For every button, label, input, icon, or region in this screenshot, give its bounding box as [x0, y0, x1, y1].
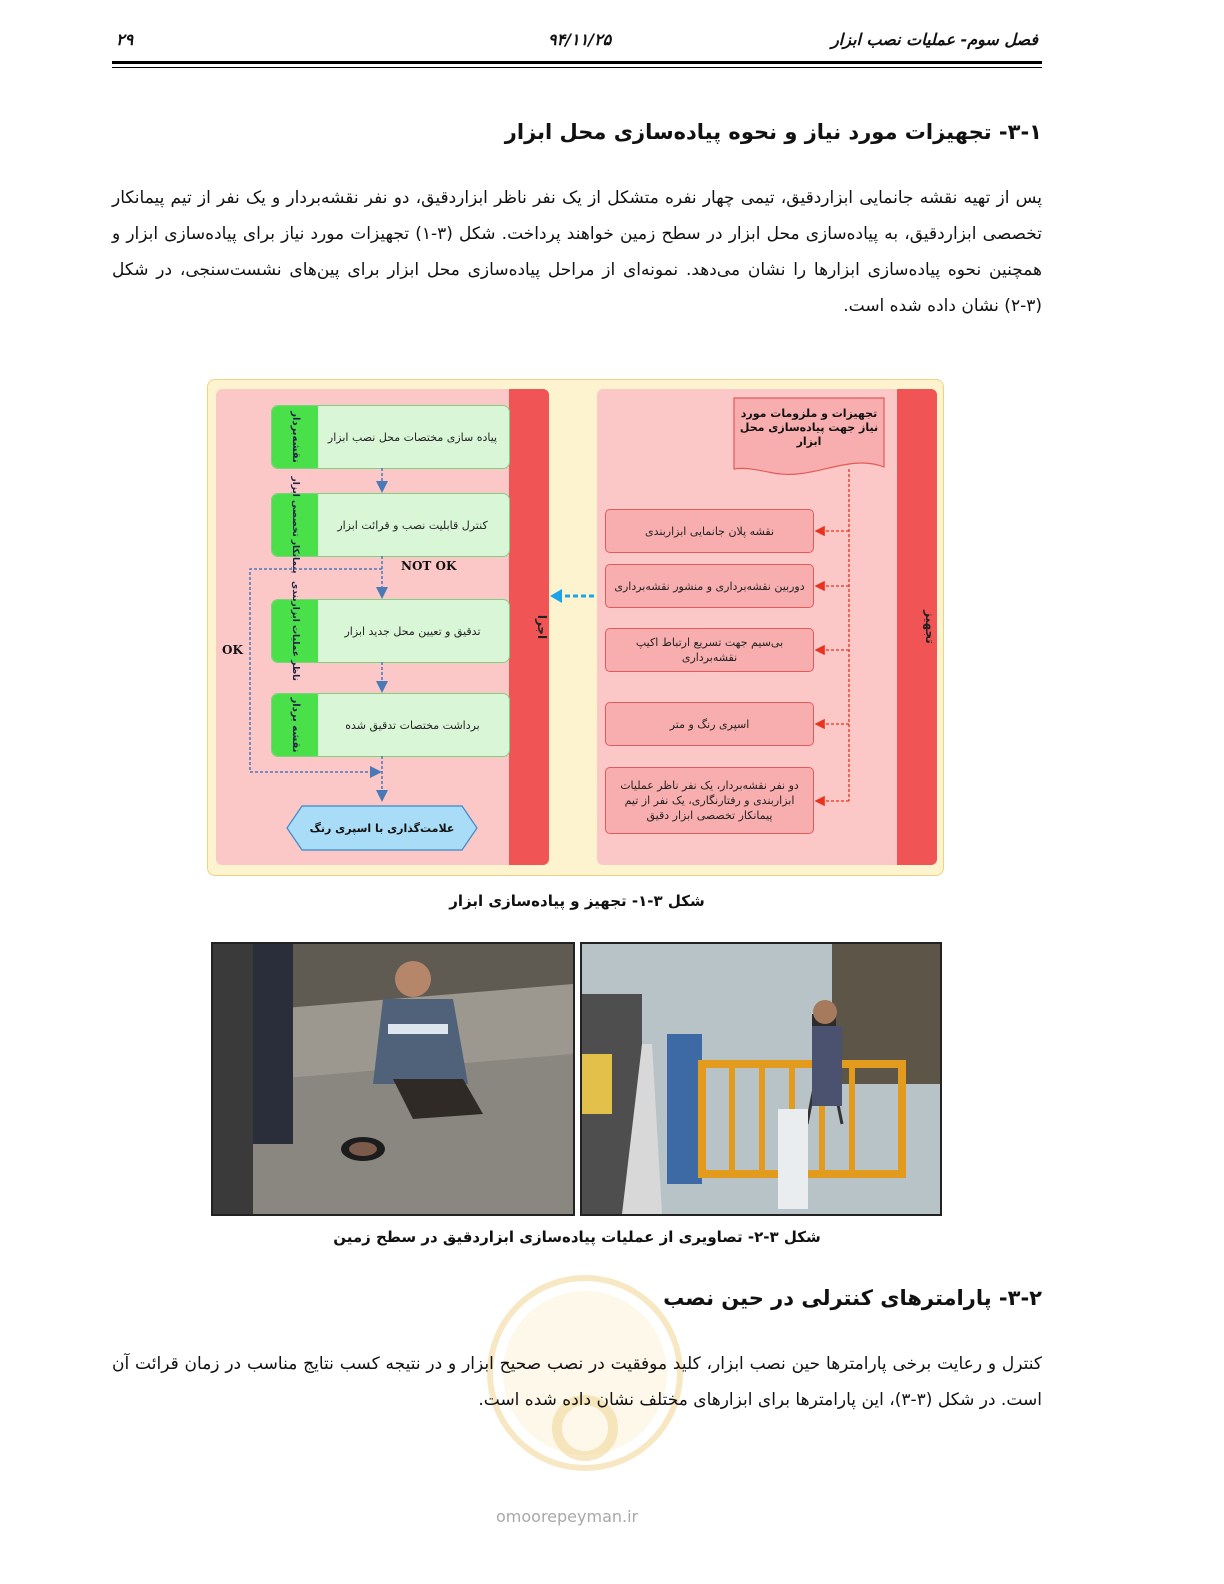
equipment-item-3: بی‌سیم جهت تسریع ارتباط اکیپ نقشه‌برداری	[605, 628, 814, 672]
paragraph-text: پس از تهیه نقشه جانمایی ابزاردقیق، تیمی چهار نفره متشکل از یک نفر ناظر ابزاردقیق، دو نفر نقشه‌بردار و یک نفر از تیم پیمانکار تخصصی ابزاردقیق، به پیاده‌سازی محل ابزار در سطح زمین خواهند پرداخت. شکل (۳-۱) تجهیزات مورد نیاز برای پیاده‌سازی ابزار و همچنین نحوه پیاده‌سازی ابزارها را نشان می‌دهد. نمونه‌ای از مراحل پیاده‌سازی محل ابزار برای پین‌های نشست‌سنجی، در شکل (۳-۲) نشان داده شده است.	[112, 188, 1043, 316]
photo-surveying	[580, 942, 942, 1216]
step-text-4: برداشت مختصات تدقیق شده	[345, 718, 480, 732]
equipment-doc-title: تجهیزات و ملزومات مورد نیاز جهت پیاده‌سازی محل ابزار	[739, 407, 879, 448]
equipment-item-5: دو نفر نقشه‌بردار، یک نفر ناظر عملیات ابزاربندی و رفتارنگاری، یک نفر از تیم پیمانکار تخصصی ابزار دقیق	[605, 767, 814, 834]
photo-marking-illustration	[213, 944, 573, 1214]
step-text-2: کنترل قابلیت نصب و قرائت ابزار	[337, 518, 488, 532]
page-number: ۲۹	[116, 30, 134, 49]
final-step-text: علامت‌گذاری با اسپری رنگ	[309, 821, 455, 835]
section-paragraph-2	[112, 1346, 1042, 1418]
figure-2-caption: شکل ۳-۲- تصاویری از عملیات پیاده‌سازی ابزاردقیق در سطح زمین	[333, 1228, 821, 1246]
installation-flow-diagram	[207, 379, 944, 876]
step-text-3: تدقیق و تعیین محل جدید ابزار	[344, 624, 481, 638]
paragraph-text: کنترل و رعایت برخی پارامترها حین نصب ابزار، کلید موفقیت در نصب صحیح ابزار و در نتیجه کسب نتایج مناسب در زمان قرائت آن است. در شکل (۳-۳)، این پارامترها برای ابزارهای مختلف نشان داده شده است.	[112, 1354, 1042, 1410]
step-text-1: پیاده سازی مختصات محل نصب ابزار	[327, 430, 498, 444]
link-arrow-icon	[548, 585, 598, 607]
not-ok-label: NOT OK	[401, 559, 457, 573]
step-role-1: نقشه‌بردار	[272, 406, 318, 468]
photo-marking-pin	[211, 942, 575, 1216]
header-rule-thin	[112, 67, 1042, 68]
step-role-2: پیمانکار تخصصی ابزار	[272, 494, 318, 556]
step-role-3: ناظر عملیات ابزاربندی	[272, 600, 318, 662]
photo-surveying-illustration	[582, 944, 940, 1214]
chapter-title: فصل سوم- عملیات نصب ابزار	[831, 30, 1038, 49]
ok-label: OK	[222, 643, 243, 657]
section-paragraph-1	[112, 180, 1042, 324]
header-date: ۹۴/۱۱/۲۵	[548, 30, 612, 49]
step-role-4: نقشه بردار	[272, 694, 318, 756]
section-heading-1: ۳-۱- تجهیزات مورد نیاز و نحوه پیاده‌سازی محل ابزار	[504, 120, 1042, 144]
watermark-site: omoorepeyman.ir	[496, 1507, 639, 1526]
equipment-connectors	[597, 389, 937, 865]
execution-panel	[216, 389, 549, 865]
equipment-panel	[597, 389, 937, 865]
execution-connectors	[216, 389, 549, 865]
equipment-item-1: نقشه پلان جانمایی ابزاربندی	[605, 509, 814, 553]
equipment-band-label: تجهیز	[923, 610, 937, 644]
header-rule-thick	[112, 61, 1042, 64]
equipment-item-2: دوربین نقشه‌برداری و منشور نقشه‌برداری	[605, 564, 814, 608]
execution-band-label: اجرا	[535, 614, 549, 640]
equipment-item-4: اسپری رنگ و متر	[605, 702, 814, 746]
section-heading-2: ۳-۲- پارامترهای کنترلی در حین نصب	[663, 1286, 1042, 1310]
figure-1-caption: شکل ۳-۱- تجهیز و پیاده‌سازی ابزار	[449, 892, 705, 910]
